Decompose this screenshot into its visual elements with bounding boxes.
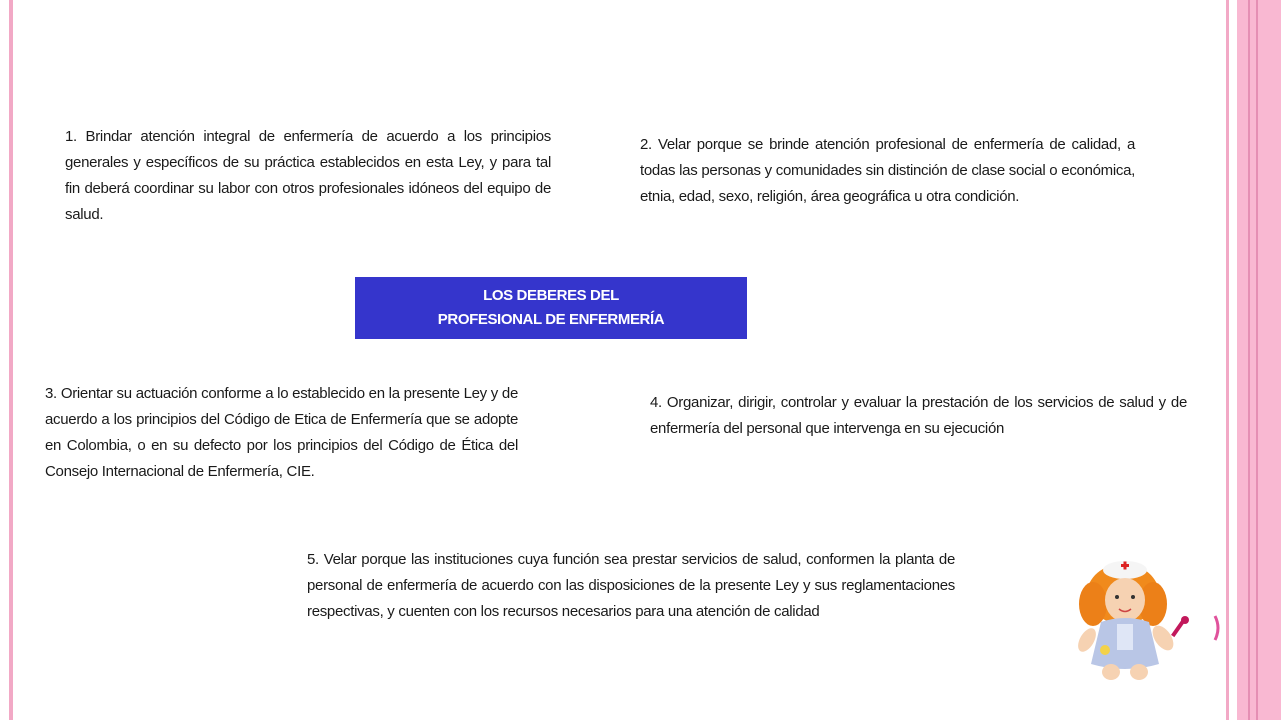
left-border-line [9,0,13,720]
slide-title-box [355,277,747,339]
slide-title-line-2: PROFESIONAL DE ENFERMERÍA [437,311,665,328]
nurse-doll-image [1045,552,1223,686]
duty-1-text: 1. Brindar atención integral de enfermería de acuerdo a los principios generales y específicos de su práctica establecidos en esta Ley, y para tal fin deberá coordinar su labor con otros profesionales idóneos del equipo de salud. [65,128,551,223]
duty-3-text: 3. Orientar su actuación conforme a lo establecido en la presente Ley y de acuerdo a los principios del Código de Etica de Enfermería que se adopte en Colombia, o en su defecto por los principios del Código de Ética del Consejo Internacional de Enfermería, CIE. [45,385,518,480]
band-stripe [1248,0,1250,720]
duty-2-text: 2. Velar porque se brinde atención profesional de enfermería de calidad, a todas las personas y comunidades sin distinción de clase social o económica, etnia, edad, sexo, religión, área geográfica u otra condición. [640,136,1135,205]
right-decorative-band [1237,0,1281,720]
band-stripe [1256,0,1258,720]
slide-title-line-1: LOS DEBERES DEL [483,287,619,304]
duty-5-text: 5. Velar porque las instituciones cuya función sea prestar servicios de salud, conformen la planta de personal de enfermería de acuerdo con las disposiciones de la presente Ley y sus reglamentaciones respectivas, y cuenten con los recursos necesarios para una atención de calidad [307,551,955,620]
duty-4-text: 4. Organizar, dirigir, controlar y evaluar la prestación de los servicios de salud y de enfermería del personal que intervenga en su ejecución [650,394,1187,437]
right-border-line [1226,0,1229,720]
